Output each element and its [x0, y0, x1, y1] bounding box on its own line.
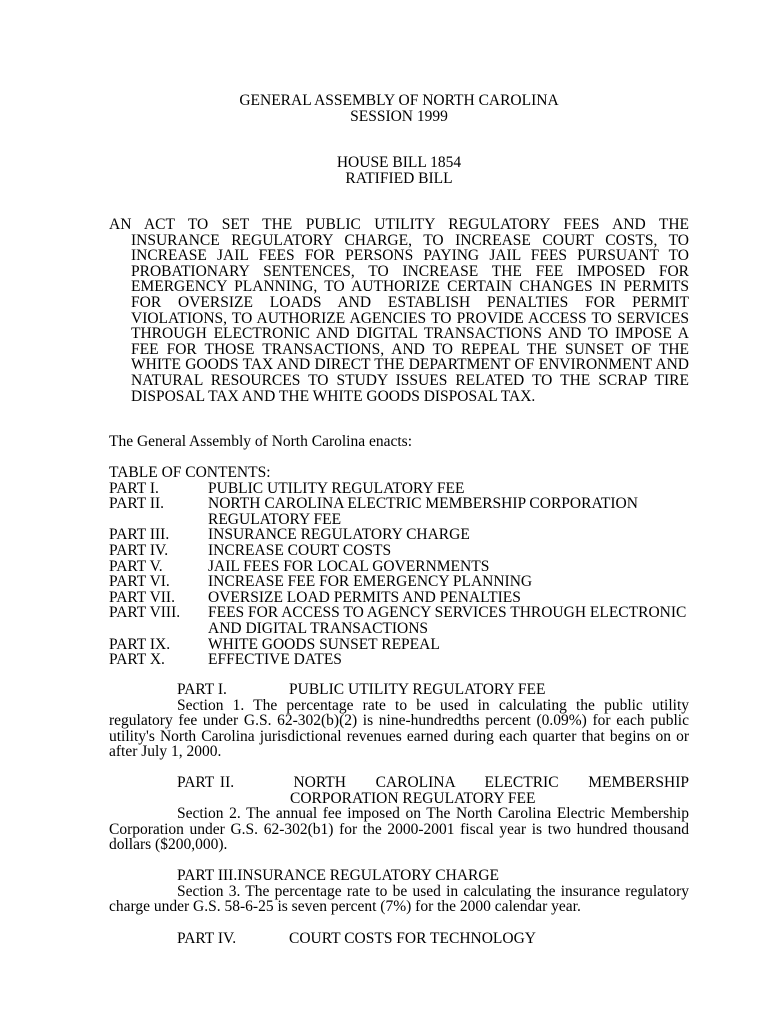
act-title-first-line: AN ACT TO SET THE PUBLIC UTILITY REGULATORY FEES AND THE — [109, 216, 689, 233]
section-title: COURT COSTS FOR TECHNOLOGY — [289, 930, 536, 947]
act-title — [109, 217, 689, 404]
toc-item — [109, 605, 689, 636]
toc-title: EFFECTIVE DATES — [208, 651, 342, 669]
toc-title: WHITE GOODS SUNSET REPEAL — [208, 635, 440, 653]
assembly-name: GENERAL ASSEMBLY OF NORTH CAROLINA — [239, 92, 559, 109]
section-heading — [109, 775, 689, 806]
session-label: SESSION 1999 — [350, 107, 448, 125]
toc-item — [109, 637, 689, 653]
section-part-2 — [109, 775, 689, 853]
toc-item — [109, 481, 689, 497]
section-heading — [109, 931, 689, 947]
section-title: PUBLIC UTILITY REGULATORY FEE — [289, 681, 546, 698]
toc-item — [109, 543, 689, 559]
toc-item — [109, 496, 689, 527]
bill-number: HOUSE BILL 1854 — [336, 154, 462, 171]
section-part-label: PART IV. — [177, 930, 237, 947]
enacting-clause: The General Assembly of North Carolina enacts: — [109, 433, 413, 450]
toc-part: PART VI. — [109, 573, 170, 591]
section-part-1 — [109, 682, 689, 760]
toc-title: FEES FOR ACCESS TO AGENCY SERVICES THROUGH ELECTRONIC AND DIGITAL TRANSACTIONS — [208, 604, 687, 637]
toc-item — [109, 559, 689, 575]
toc-part: PART IX. — [109, 635, 171, 653]
section-part-label: PART I. — [177, 681, 227, 698]
toc-title: INCREASE FEE FOR EMERGENCY PLANNING — [208, 573, 533, 591]
bill-status: RATIFIED BILL — [345, 169, 453, 187]
toc-part: PART V. — [109, 557, 163, 575]
act-title-body: INSURANCE REGULATORY CHARGE, TO INCREASE COURT COSTS, TO INCREASE JAIL FEES FOR PERSONS PAYING JAIL FEES PURSUANT TO PROBATIONARY SENTENCES, TO INCREASE THE FEE IMPOSED FOR EMERGENCY PLANNING, TO AUTHORIZE CERTAIN CHANGES IN PERMITS FOR OVERSIZE LOADS AND ESTABLISH PENALTIES FOR PERMIT VIOLATIONS, TO AUTHORIZE AGENCIES TO PROVIDE ACCESS TO SERVICES THROUGH ELECTRONIC AND DIGITAL TRANSACTIONS AND TO IMPOSE A FEE FOR THOSE TRANSACTIONS, AND TO REPEAL THE SUNSET OF THE WHITE GOODS TAX AND DIRECT THE DEPARTMENT OF ENVIRONMENT AND NATURAL RESOURCES TO STUDY ISSUES RELATED TO THE SCRAP TIRE DISPOSAL TAX AND THE WHITE GOODS DISPOSAL TAX. — [131, 231, 689, 405]
toc-title: NORTH CAROLINA ELECTRIC MEMBERSHIP CORPORATION REGULATORY FEE — [208, 495, 638, 528]
toc-heading: TABLE OF CONTENTS: — [109, 464, 271, 481]
toc-part: PART III. — [109, 526, 170, 544]
toc-title: INSURANCE REGULATORY CHARGE — [208, 526, 470, 544]
section-part-3 — [109, 868, 689, 915]
bill-header — [109, 155, 689, 186]
toc-item — [109, 527, 689, 543]
section-text: Section 3. The percentage rate to be used in calculating the insurance regulatory charge under G.S. 58-6-25 is seven percent (7%) for the 2000 calendar year. — [109, 882, 689, 916]
toc-item — [109, 652, 689, 668]
toc-title: PUBLIC UTILITY REGULATORY FEE — [208, 479, 465, 497]
toc-part: PART II. — [109, 495, 165, 513]
section-heading-line: PART II. NORTH CAROLINA ELECTRIC MEMBERSHIP — [177, 774, 689, 791]
document-header — [109, 93, 689, 124]
toc-title: OVERSIZE LOAD PERMITS AND PENALTIES — [208, 588, 521, 606]
table-of-contents — [109, 465, 689, 668]
toc-item — [109, 590, 689, 606]
toc-part: PART I. — [109, 479, 159, 497]
section-heading — [109, 682, 689, 698]
toc-part: PART VII. — [109, 588, 175, 606]
toc-part: PART VIII. — [109, 604, 181, 622]
section-text: Section 1. The percentage rate to be used in calculating the public utility regulatory fee under G.S. 62-302(b)(2) is nine-hundredths percent (0.09%) for each public utility's North Carolina jurisdictional revenues earned during each quarter that begins on or after July 1, 2000. — [109, 696, 689, 761]
toc-title: JAIL FEES FOR LOCAL GOVERNMENTS — [208, 557, 490, 575]
section-text: Section 2. The annual fee imposed on The North Carolina Electric Membership Corporation under G.S. 62-302(b1) for the 2000-2001 fiscal year is two hundred thousand dollars ($200,000). — [109, 805, 689, 854]
toc-part: PART X. — [109, 651, 165, 669]
toc-title: INCREASE COURT COSTS — [208, 541, 392, 559]
section-part-4 — [109, 931, 689, 947]
section-heading: PART III.INSURANCE REGULATORY CHARGE — [177, 867, 500, 884]
toc-part: PART IV. — [109, 541, 169, 559]
section-heading-continuation: CORPORATION REGULATORY FEE — [290, 789, 536, 807]
toc-item — [109, 574, 689, 590]
